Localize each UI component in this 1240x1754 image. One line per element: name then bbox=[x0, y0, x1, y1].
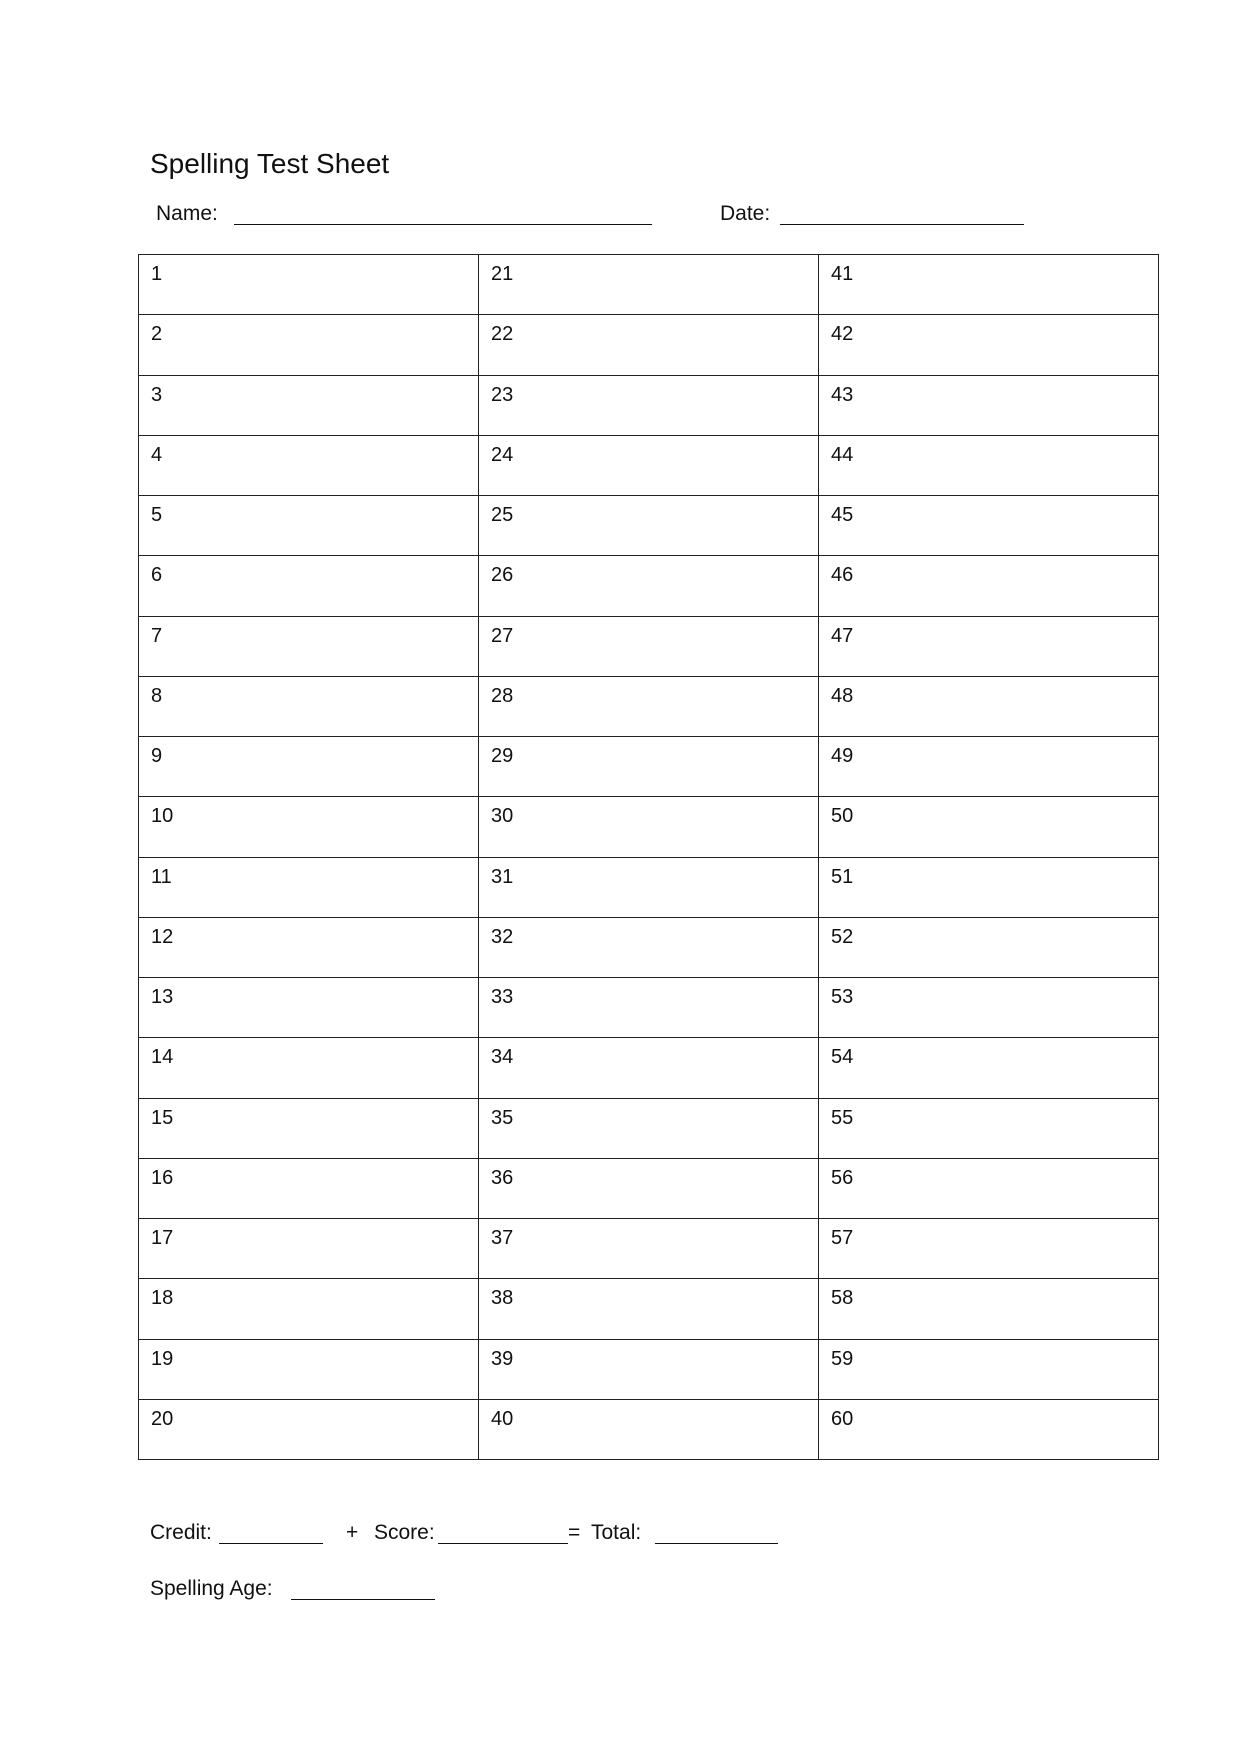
answer-cell[interactable] bbox=[819, 1158, 1159, 1218]
answer-cell[interactable] bbox=[139, 676, 479, 736]
answer-cell[interactable] bbox=[819, 857, 1159, 917]
spelling-age-label: Spelling Age: bbox=[150, 1577, 273, 1600]
answer-cell[interactable] bbox=[819, 616, 1159, 676]
answer-cell[interactable] bbox=[479, 737, 819, 797]
item-number: 29 bbox=[491, 745, 514, 767]
item-number: 23 bbox=[491, 383, 514, 406]
answer-cell[interactable] bbox=[479, 1158, 819, 1218]
grid-row bbox=[139, 1098, 1159, 1158]
item-number: 56 bbox=[831, 1166, 854, 1189]
answer-cell[interactable] bbox=[819, 315, 1159, 375]
item-number: 39 bbox=[491, 1347, 514, 1370]
item-number: 44 bbox=[831, 443, 854, 466]
answer-cell[interactable] bbox=[479, 857, 819, 917]
item-number: 35 bbox=[491, 1106, 514, 1129]
answer-cell[interactable] bbox=[139, 556, 479, 616]
grid-row bbox=[139, 737, 1159, 797]
item-number: 4 bbox=[151, 443, 163, 466]
answer-cell[interactable] bbox=[139, 255, 479, 315]
answer-cell[interactable] bbox=[479, 375, 819, 435]
item-number: 14 bbox=[151, 1046, 174, 1069]
date-field[interactable] bbox=[780, 224, 1024, 225]
item-number: 8 bbox=[151, 684, 163, 707]
plus-sign: + bbox=[346, 1521, 359, 1544]
grid-row bbox=[139, 1399, 1159, 1459]
answer-cell[interactable] bbox=[139, 1279, 479, 1339]
grid-row bbox=[139, 1158, 1159, 1218]
answer-cell[interactable] bbox=[139, 1038, 479, 1098]
item-number: 24 bbox=[491, 443, 514, 466]
credit-field[interactable] bbox=[219, 1543, 323, 1544]
answer-cell[interactable] bbox=[819, 797, 1159, 857]
item-number: 59 bbox=[831, 1347, 854, 1370]
grid-row bbox=[139, 676, 1159, 736]
item-number: 37 bbox=[491, 1227, 514, 1249]
item-number: 46 bbox=[831, 564, 854, 587]
item-number: 38 bbox=[491, 1287, 514, 1310]
answer-cell[interactable] bbox=[139, 1339, 479, 1399]
item-number: 55 bbox=[831, 1106, 854, 1129]
answer-cell[interactable] bbox=[479, 1399, 819, 1459]
answer-cell[interactable] bbox=[819, 1339, 1159, 1399]
answer-cell[interactable] bbox=[819, 556, 1159, 616]
item-number: 48 bbox=[831, 684, 854, 707]
answer-cell[interactable] bbox=[479, 676, 819, 736]
item-number: 12 bbox=[151, 925, 174, 948]
spelling-grid bbox=[138, 254, 1159, 1460]
score-label: Score: bbox=[374, 1521, 435, 1544]
answer-cell[interactable] bbox=[139, 1098, 479, 1158]
item-number: 6 bbox=[151, 564, 163, 587]
item-number: 9 bbox=[151, 745, 163, 767]
answer-cell[interactable] bbox=[819, 676, 1159, 736]
answer-cell[interactable] bbox=[139, 917, 479, 977]
item-number: 51 bbox=[831, 865, 854, 888]
answer-cell[interactable] bbox=[479, 435, 819, 495]
item-number: 57 bbox=[831, 1227, 854, 1249]
item-number: 11 bbox=[151, 865, 172, 888]
item-number: 19 bbox=[151, 1347, 174, 1370]
item-number: 33 bbox=[491, 986, 514, 1008]
item-number: 45 bbox=[831, 504, 854, 526]
answer-cell[interactable] bbox=[139, 978, 479, 1038]
answer-cell[interactable] bbox=[819, 435, 1159, 495]
grid-row bbox=[139, 556, 1159, 616]
answer-cell[interactable] bbox=[819, 978, 1159, 1038]
spelling-age-field[interactable] bbox=[291, 1599, 435, 1600]
item-number: 40 bbox=[491, 1407, 514, 1430]
item-number: 47 bbox=[831, 624, 854, 647]
item-number: 21 bbox=[491, 263, 514, 285]
answer-cell[interactable] bbox=[479, 496, 819, 556]
item-number: 50 bbox=[831, 805, 854, 828]
grid-row bbox=[139, 1219, 1159, 1279]
item-number: 28 bbox=[491, 684, 514, 707]
answer-cell[interactable] bbox=[139, 1219, 479, 1279]
grid-row bbox=[139, 797, 1159, 857]
answer-cell[interactable] bbox=[479, 1219, 819, 1279]
grid-row bbox=[139, 435, 1159, 495]
item-number: 13 bbox=[151, 986, 174, 1008]
name-label: Name: bbox=[156, 202, 218, 225]
total-field[interactable] bbox=[655, 1543, 778, 1544]
score-field[interactable] bbox=[438, 1543, 568, 1544]
item-number: 16 bbox=[151, 1166, 174, 1189]
grid-row bbox=[139, 496, 1159, 556]
item-number: 52 bbox=[831, 925, 854, 948]
item-number: 25 bbox=[491, 504, 514, 526]
answer-cell[interactable] bbox=[819, 1399, 1159, 1459]
item-number: 7 bbox=[151, 624, 163, 647]
grid-row bbox=[139, 375, 1159, 435]
credit-label: Credit: bbox=[150, 1521, 212, 1544]
answer-cell[interactable] bbox=[479, 616, 819, 676]
item-number: 30 bbox=[491, 805, 514, 828]
answer-cell[interactable] bbox=[139, 616, 479, 676]
answer-cell[interactable] bbox=[479, 1038, 819, 1098]
answer-cell[interactable] bbox=[819, 1279, 1159, 1339]
answer-cell[interactable] bbox=[819, 1219, 1159, 1279]
item-number: 58 bbox=[831, 1287, 854, 1310]
answer-cell[interactable] bbox=[819, 917, 1159, 977]
item-number: 27 bbox=[491, 624, 514, 647]
page-title: Spelling Test Sheet bbox=[150, 148, 390, 179]
grid-row bbox=[139, 255, 1159, 315]
answer-cell[interactable] bbox=[819, 737, 1159, 797]
answer-cell[interactable] bbox=[819, 496, 1159, 556]
answer-cell[interactable] bbox=[479, 255, 819, 315]
item-number: 20 bbox=[151, 1407, 174, 1430]
grid-row bbox=[139, 616, 1159, 676]
item-number: 60 bbox=[831, 1407, 854, 1430]
answer-cell[interactable] bbox=[479, 1279, 819, 1339]
total-label: Total: bbox=[591, 1521, 642, 1544]
answer-cell[interactable] bbox=[819, 375, 1159, 435]
item-number: 31 bbox=[491, 865, 514, 888]
answer-cell[interactable] bbox=[139, 375, 479, 435]
name-field[interactable] bbox=[234, 224, 652, 225]
grid-row bbox=[139, 978, 1159, 1038]
answer-cell[interactable] bbox=[479, 797, 819, 857]
item-number: 22 bbox=[491, 323, 514, 346]
item-number: 49 bbox=[831, 745, 854, 767]
answer-cell[interactable] bbox=[479, 1339, 819, 1399]
item-number: 53 bbox=[831, 986, 854, 1008]
item-number: 54 bbox=[831, 1046, 854, 1069]
answer-cell[interactable] bbox=[819, 255, 1159, 315]
item-number: 36 bbox=[491, 1166, 514, 1189]
item-number: 2 bbox=[151, 323, 163, 346]
grid-row bbox=[139, 1279, 1159, 1339]
item-number: 10 bbox=[151, 805, 174, 828]
date-label: Date: bbox=[720, 202, 771, 225]
item-number: 3 bbox=[151, 383, 163, 406]
answer-cell[interactable] bbox=[819, 1038, 1159, 1098]
grid-row bbox=[139, 1038, 1159, 1098]
item-number: 32 bbox=[491, 925, 514, 948]
answer-cell[interactable] bbox=[139, 315, 479, 375]
item-number: 26 bbox=[491, 564, 514, 587]
equals-sign: = bbox=[568, 1521, 581, 1544]
item-number: 1 bbox=[151, 263, 163, 285]
grid-row bbox=[139, 315, 1159, 375]
item-number: 15 bbox=[151, 1106, 174, 1129]
grid-row bbox=[139, 1339, 1159, 1399]
answer-cell[interactable] bbox=[139, 737, 479, 797]
answer-cell[interactable] bbox=[479, 1098, 819, 1158]
item-number: 42 bbox=[831, 323, 854, 346]
answer-cell[interactable] bbox=[139, 435, 479, 495]
answer-cell[interactable] bbox=[139, 496, 479, 556]
answer-cell[interactable] bbox=[479, 978, 819, 1038]
item-number: 41 bbox=[831, 263, 854, 285]
item-number: 5 bbox=[151, 504, 163, 526]
answer-cell[interactable] bbox=[139, 797, 479, 857]
answer-cell[interactable] bbox=[479, 315, 819, 375]
answer-cell[interactable] bbox=[479, 556, 819, 616]
answer-cell[interactable] bbox=[819, 1098, 1159, 1158]
answer-cell[interactable] bbox=[479, 917, 819, 977]
item-number: 43 bbox=[831, 383, 854, 406]
answer-cell[interactable] bbox=[139, 1399, 479, 1459]
item-number: 17 bbox=[151, 1227, 174, 1249]
answer-cell[interactable] bbox=[139, 857, 479, 917]
grid-row bbox=[139, 857, 1159, 917]
answer-cell[interactable] bbox=[139, 1158, 479, 1218]
item-number: 34 bbox=[491, 1046, 514, 1069]
grid-row bbox=[139, 917, 1159, 977]
item-number: 18 bbox=[151, 1287, 174, 1310]
